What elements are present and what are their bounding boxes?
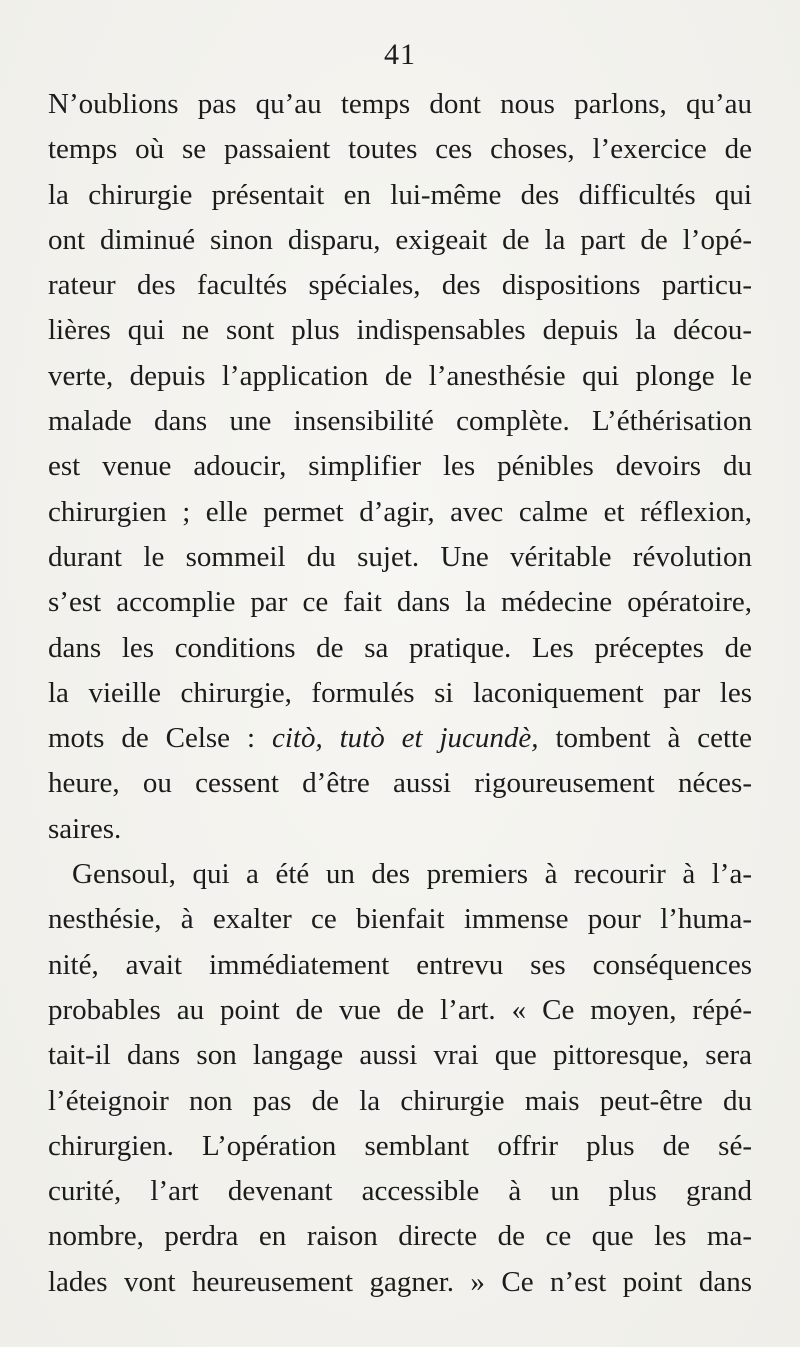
text-line: s’est accomplie par ce fait dans la médecine opératoire, [48,586,752,619]
text-line: durant le sommeil du sujet. Une véritable révolution [48,540,752,573]
text-line: rateur des facultés spéciales, des dispositions particu- [48,269,752,302]
text-line: ont diminué sinon disparu, exigeait de la part de l’opé- [48,223,752,256]
text-line: lières qui ne sont plus indispensables depuis la décou- [48,314,752,347]
text-line: lades vont heureusement gagner. » Ce n’est point dans [48,1265,752,1298]
text-line: curité, l’art devenant accessible à un plus grand [48,1175,752,1208]
page-number: 41 [384,38,416,71]
text-line: verte, depuis l’application de l’anesthésie qui plonge le [48,359,752,392]
text-line: malade dans une insensibilité complète. L’éthérisation [48,405,752,438]
text-line: Gensoul, qui a été un des premiers à recourir à l’a- [72,858,752,891]
text-line: nesthésie, à exalter ce bienfait immense pour l’huma- [48,903,752,936]
text-fragment: mots de Celse : [48,722,272,755]
text-line: la vieille chirurgie, formulés si laconiquement par les [48,676,752,709]
text-line: dans les conditions de sa pratique. Les préceptes de [48,631,752,664]
text-line: N’oublions pas qu’au temps dont nous parlons, qu’au [48,88,752,120]
text-fragment: tombent à cette [538,722,752,755]
text-line-with-latin [48,716,752,761]
body-text [48,82,752,1305]
text-line: nité, avait immédiatement entrevu ses conséquences [48,948,752,981]
text-line: l’éteignoir non pas de la chirurgie mais peut-être du [48,1084,752,1117]
text-line: est venue adoucir, simplifier les pénibles devoirs du [48,450,752,483]
text-line: nombre, perdra en raison directe de ce que les ma- [48,1220,752,1253]
text-line: saires. [48,812,122,845]
latin-quote: citò, tutò et jucundè, [271,722,539,755]
text-line: chirurgien ; elle permet d’agir, avec calme et réflexion, [48,495,752,528]
text-line: la chirurgie présentait en lui-même des difficultés qui [48,178,752,211]
text-line: heure, ou cessent d’être aussi rigoureusement néces- [48,767,752,800]
text-line: probables au point de vue de l’art. « Ce moyen, répé- [48,993,752,1026]
text-line: temps où se passaient toutes ces choses, l’exercice de [48,133,752,166]
text-line: chirurgien. L’opération semblant offrir plus de sé- [48,1129,752,1162]
text-line: tait-il dans son langage aussi vrai que pittoresque, sera [48,1039,752,1072]
